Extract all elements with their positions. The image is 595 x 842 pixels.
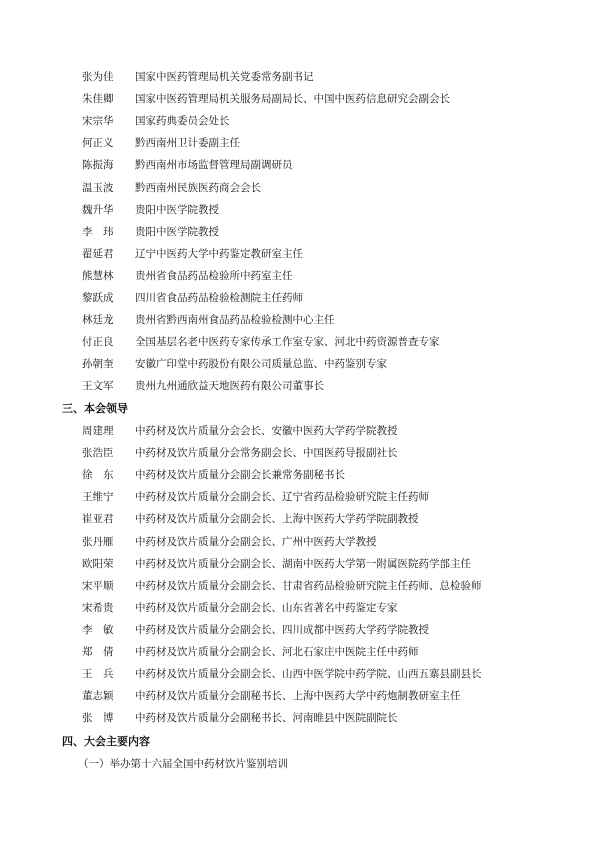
person-role: 四川省食品药品检验检测院主任药师 <box>135 292 303 304</box>
list-item <box>0 199 595 221</box>
list-item <box>0 531 595 553</box>
person-name: 孙朝奎 <box>82 358 114 371</box>
person-name: 张浩臣 <box>82 447 114 460</box>
list-item <box>0 375 595 397</box>
person-role: 国家中医药管理局机关党委常务副书记 <box>135 71 314 83</box>
list-item <box>0 309 595 331</box>
list-item <box>0 221 595 243</box>
person-name: 崔亚君 <box>82 513 114 526</box>
person-name: 李 敏 <box>82 623 114 636</box>
person-name: 张为佳 <box>82 71 114 83</box>
list-item <box>0 177 595 199</box>
list-item <box>0 508 595 530</box>
person-name: 徐 东 <box>82 469 114 482</box>
list-item <box>0 486 595 508</box>
person-name: 熊慧林 <box>82 269 114 282</box>
person-role: 贵州省黔西南州食品药品检验检测中心主任 <box>135 314 335 327</box>
person-role: 贵州九州通欣益天地医药有限公司董事长 <box>135 380 324 393</box>
person-role: 中药材及饮片质量分会副会长、辽宁省药品检验研究院主任药师 <box>135 491 429 504</box>
list-item <box>0 442 595 464</box>
list-item <box>0 66 595 88</box>
person-role: 中药材及饮片质量分会副秘书长、河南睢县中医院副院长 <box>135 712 398 725</box>
person-role: 中药材及饮片质量分会副会长、山东省著名中药鉴定专家 <box>135 601 398 614</box>
person-role: 中药材及饮片质量分会常务副会长、中国医药导报副社长 <box>135 447 398 460</box>
content-item: （一）举办第十六届全国中药材饮片鉴别培训 <box>78 758 288 770</box>
person-name: 李 玮 <box>82 225 114 238</box>
person-role: 黔西南州民族医药商会会长 <box>135 181 261 194</box>
person-role: 中药材及饮片质量分会副会长、河北石家庄中医院主任中药师 <box>135 646 419 658</box>
person-role: 中药材及饮片质量分会副会长兼常务副秘书长 <box>135 469 345 482</box>
person-name: 何正义 <box>82 137 114 150</box>
person-name: 宋宗华 <box>82 115 114 128</box>
person-name: 陈振海 <box>82 159 114 172</box>
person-name: 翟延君 <box>82 247 114 260</box>
list-item <box>0 331 595 353</box>
person-name: 付正良 <box>82 336 114 349</box>
person-role: 中药材及饮片质量分会副会长、广州中医药大学教授 <box>135 535 377 548</box>
list-item <box>0 110 595 132</box>
person-name: 魏升华 <box>82 203 114 216</box>
person-role: 中药材及饮片质量分会副会长、甘肃省药品检验研究院主任药师、总检验师 <box>135 579 482 592</box>
list-item <box>0 243 595 265</box>
list-item <box>0 619 595 641</box>
person-name: 林廷龙 <box>82 314 114 327</box>
list-item <box>0 464 595 486</box>
person-role: 国家中医药管理局机关服务局副局长、中国中医药信息研究会副会长 <box>135 93 450 106</box>
list-item <box>0 663 595 685</box>
person-role: 全国基层名老中医药专家传承工作室专家、河北中药资源普查专家 <box>135 336 440 349</box>
person-role: 中药材及饮片质量分会副会长、山西中医学院中药学院、山西五寨县副县长 <box>135 668 482 681</box>
list-item <box>0 685 595 707</box>
list-item <box>0 420 595 442</box>
person-role: 中药材及饮片质量分会副会长、上海中医药大学药学院副教授 <box>135 513 419 526</box>
list-item <box>0 353 595 375</box>
list-item <box>0 575 595 597</box>
person-role: 国家药典委员会处长 <box>135 115 230 128</box>
person-role: 中药材及饮片质量分会副秘书长、上海中医药大学中药炮制教研室主任 <box>135 690 461 703</box>
person-name: 周建理 <box>82 425 114 437</box>
list-item <box>0 707 595 729</box>
person-role: 贵阳中医学院教授 <box>135 225 219 238</box>
list-item <box>0 641 595 663</box>
person-role: 辽宁中医药大学中药鉴定教研室主任 <box>135 247 303 260</box>
person-role: 贵州省食品药品检验所中药室主任 <box>135 269 293 282</box>
list-item <box>0 597 595 619</box>
list-item <box>0 88 595 110</box>
person-name: 郑 倩 <box>82 646 114 658</box>
section-heading-leadership: 三、本会领导 <box>62 402 128 415</box>
person-name: 温玉波 <box>82 181 114 194</box>
list-item <box>0 553 595 575</box>
person-name: 张 博 <box>82 712 114 725</box>
person-role: 中药材及饮片质量分会会长、安徽中医药大学药学院教授 <box>135 425 398 437</box>
list-item <box>0 154 595 176</box>
person-role: 中药材及饮片质量分会副会长、湖南中医药大学第一附属医院药学部主任 <box>135 557 471 570</box>
person-name: 宋希贵 <box>82 601 114 614</box>
person-role: 贵阳中医学院教授 <box>135 203 219 216</box>
person-role: 黔西南州卫计委副主任 <box>135 137 240 150</box>
person-role: 黔西南州市场监督管理局副调研员 <box>135 159 293 172</box>
person-name: 张丹雁 <box>82 535 114 548</box>
person-name: 王 兵 <box>82 668 114 681</box>
list-item <box>0 265 595 287</box>
person-name: 王维宁 <box>82 491 114 504</box>
person-name: 黎跃成 <box>82 292 114 304</box>
list-item <box>0 132 595 154</box>
person-name: 宋平顺 <box>82 579 114 592</box>
person-name: 欧阳荣 <box>82 557 114 570</box>
person-role: 中药材及饮片质量分会副会长、四川成都中医药大学药学院教授 <box>135 623 429 636</box>
person-name: 董志颖 <box>82 690 114 703</box>
person-name: 朱佳卿 <box>82 93 114 106</box>
person-role: 安徽广印堂中药股份有限公司质量总监、中药鉴别专家 <box>135 358 387 371</box>
person-name: 王文军 <box>82 380 114 393</box>
section-heading-main-content: 四、大会主要内容 <box>62 735 150 748</box>
list-item <box>0 287 595 309</box>
